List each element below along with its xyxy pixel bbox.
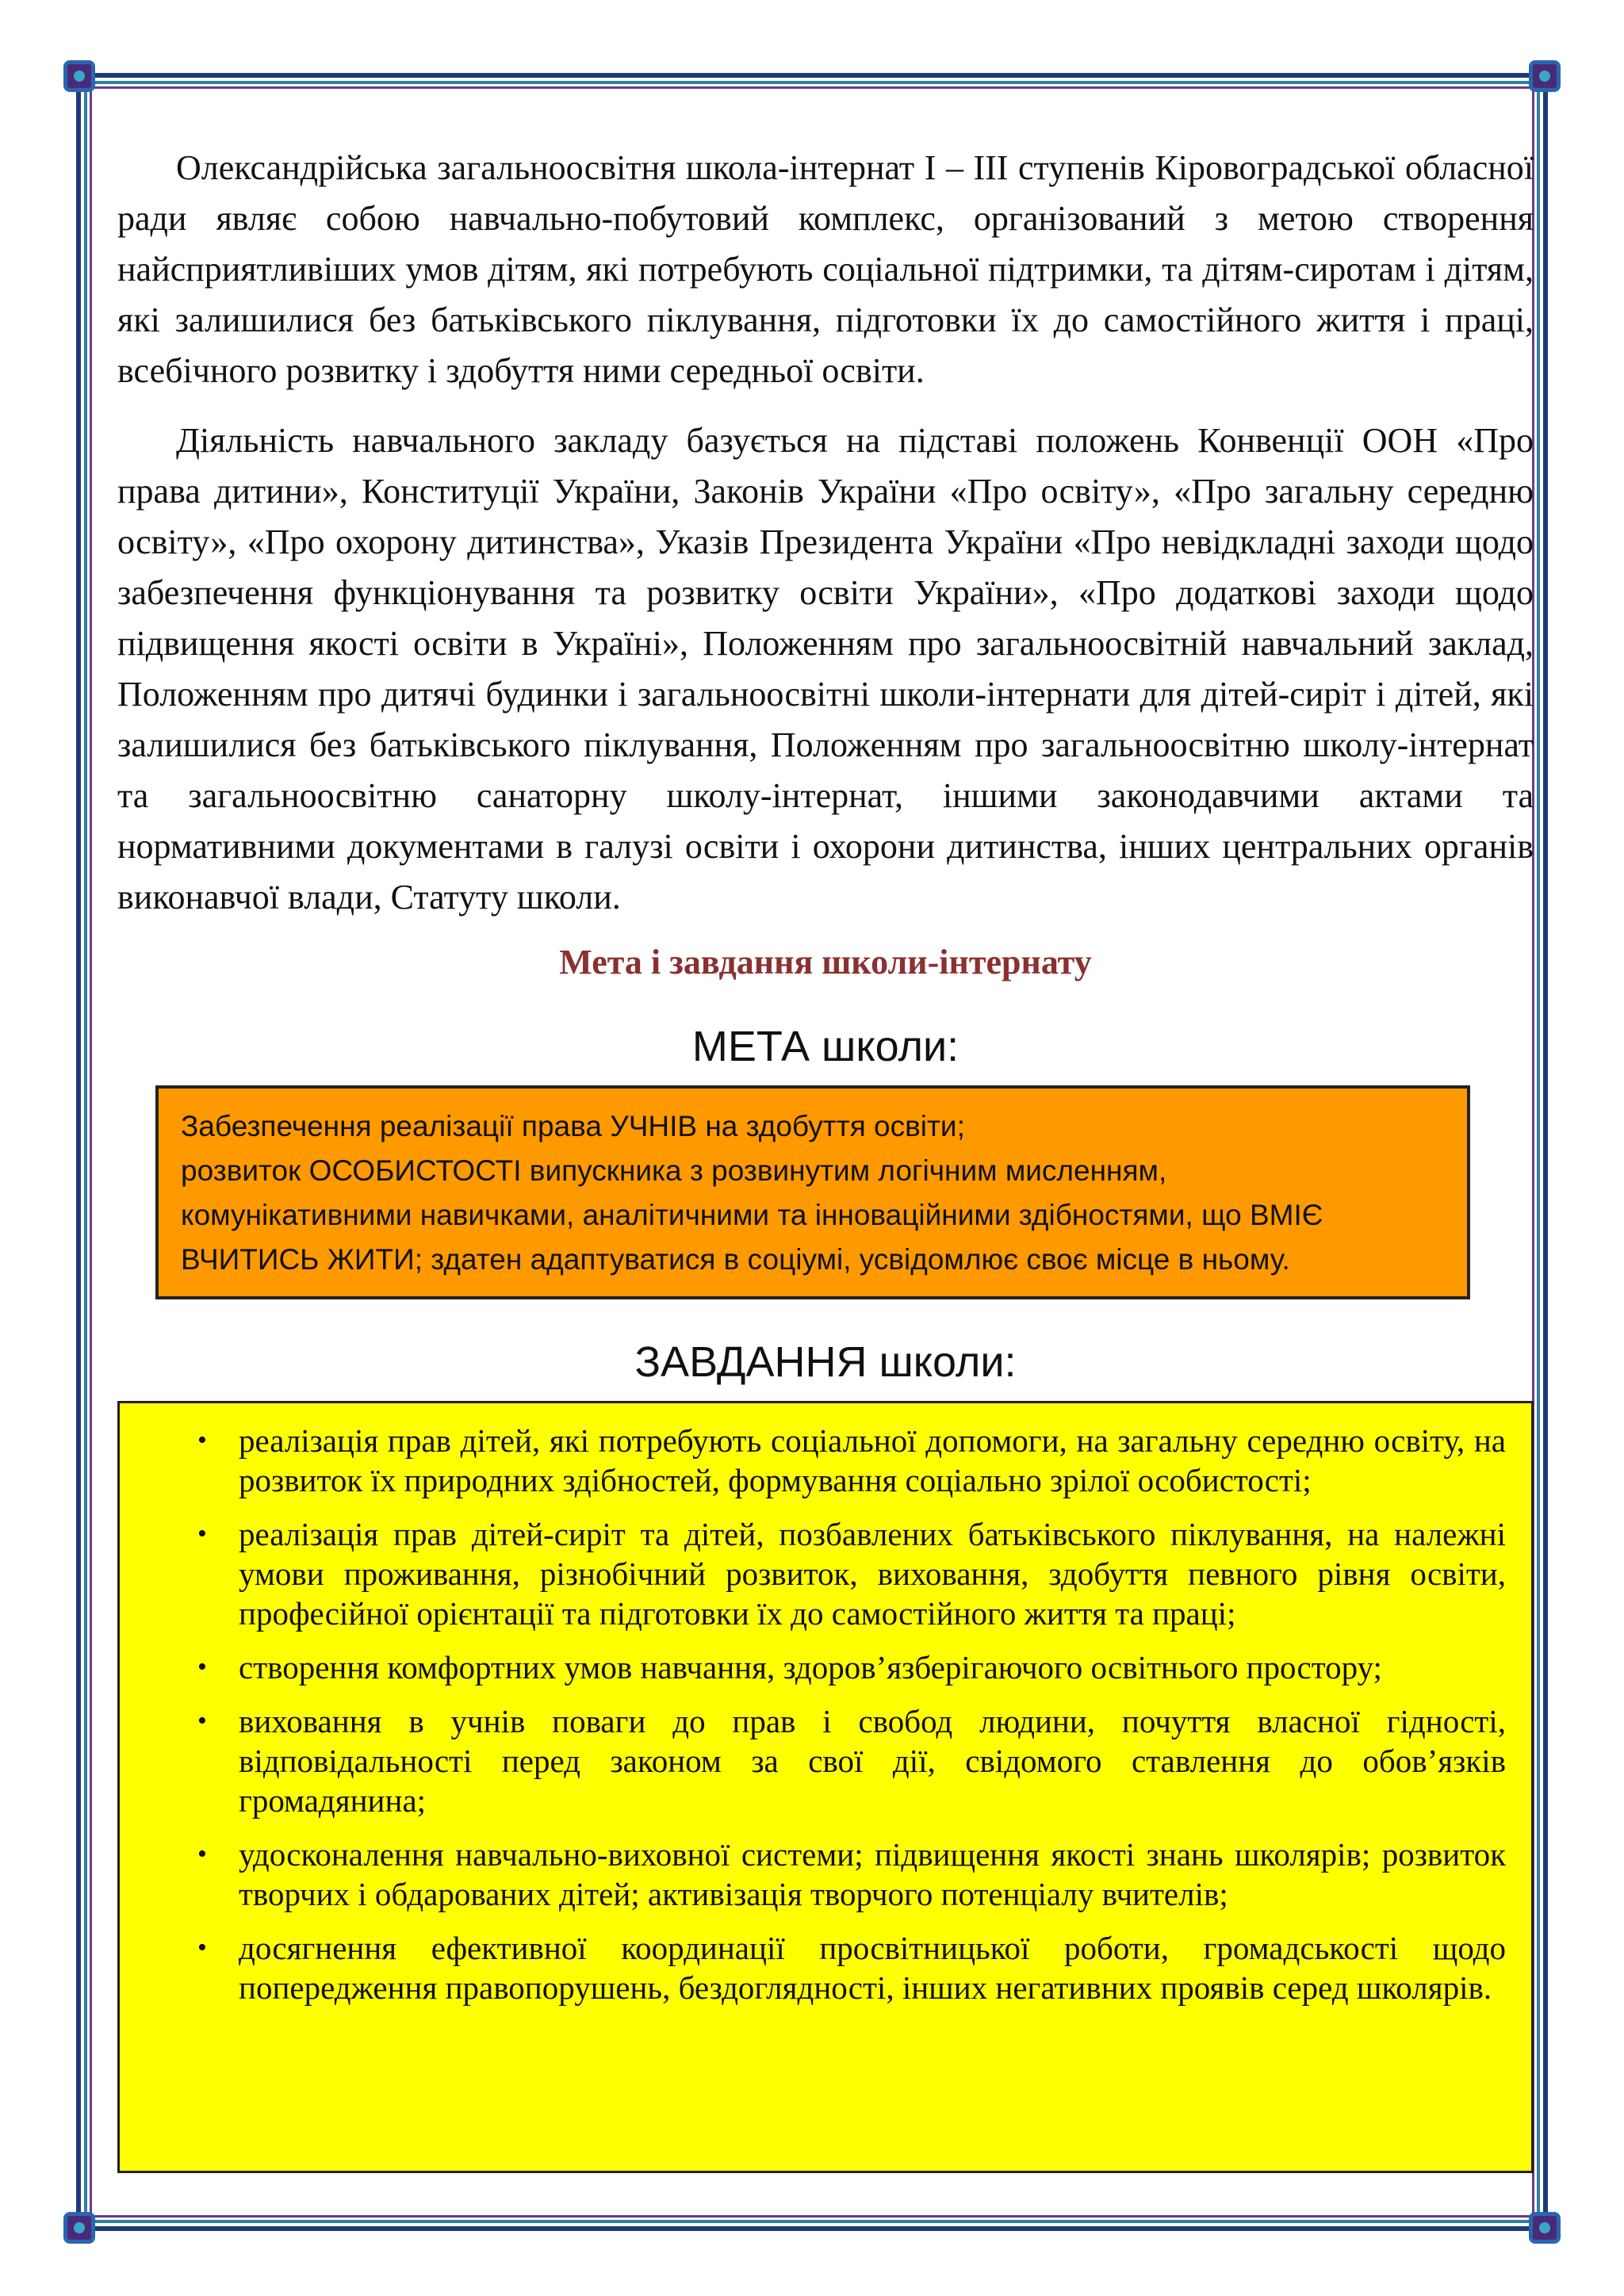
bullet-icon: • [197,1425,207,1455]
task-text: виховання в учнів поваги до прав і свобод людини, почуття власної гідності, відповідальності перед законом за свої дії, свідомого ставлення до обов’язків громадянина; [239,1703,1506,1819]
goal-line: комунікативними навичками, аналітичними та інноваційними здібностями, що ВМІЄ [181,1199,1323,1231]
goal-line: Забезпечення реалізації права УЧНІВ на здобуття освіти; [181,1110,965,1142]
bullet-icon: • [197,1933,207,1962]
task-item [144,1835,1506,1914]
tasks-box [117,1401,1534,2173]
bullet-icon: • [197,1652,207,1682]
task-item [144,1514,1506,1633]
task-item [144,1701,1506,1820]
task-text: реалізація прав дітей-сиріт та дітей, позбавлених батьківського піклування, на належні умови проживання, різнобічний розвиток, виховання, здобуття певного рівня освіти, професійної орієнтації та підготовки їх до самостійного життя та праці; [239,1516,1506,1632]
goal-line: розвиток ОСОБИСТОСТІ випускника з розвинутим логічним мисленням, [181,1154,1167,1187]
task-text: реалізація прав дітей, які потребують соціальної допомоги, на загальну середню освіту, на розвиток їх природних здібностей, формування соціально зрілої особистості; [239,1422,1506,1498]
intro-paragraph: Олександрійська загальноосвітня школа-інтернат І – ІІІ ступенів Кіровоградської обласної ради являє собою навчально-побутовий комплекс, організований з метою створення найсприятливіших умов дітям, які потребують соціальної підтримки, та дітям-сиротам і дітям, які залишилися без батьківського піклування, підготовки їх до самостійного життя і праці, всебічного розвитку і здобуття ними середньої освіти. [117,148,1534,390]
border-corner-ornament-top-right [1529,60,1561,92]
border-corner-ornament-bottom-right [1529,2212,1561,2244]
goal-line: ВЧИТИСЬ ЖИТИ; здатен адаптуватися в соціумі, усвідомлює своє місце в ньому. [181,1243,1290,1276]
tasks-list [144,1421,1506,2007]
border-corner-ornament-bottom-left [63,2212,95,2244]
goal-box [155,1085,1470,1299]
task-text: удосконалення навчально-виховної системи; підвищення якості знань школярів; розвиток творчих і обдарованих дітей; активізація творчого потенціалу вчителів; [239,1836,1506,1912]
task-text: досягнення ефективної координації просвітницької роботи, громадськості щодо попередження правопорушень, бездоглядності, інших негативних проявів серед школярів. [239,1930,1506,2006]
task-item [144,1928,1506,2007]
bullet-icon: • [197,1519,207,1548]
task-item [144,1421,1506,1500]
tasks-heading: ЗАВДАННЯ школи: [634,1338,1017,1386]
legal-basis-paragraph: Діяльність навчального закладу базується на підставі положень Конвенції ООН «Про права дитини», Конституції України, Законів України «Про освіту», «Про загальну середню освіту», «Про охорону дитинства», Указів Президента України «Про невідкладні заходи щодо забезпечення функціонування та розвитку освіти України», «Про додаткові заходи щодо підвищення якості освіти в Україні», Положенням про загальноосвітній навчальний заклад, Положенням про дитячі будинки і загальноосвітні школи-інтернати для дітей-сиріт і дітей, які залишилися без батьківського піклування, Положенням про загальноосвітню школу-інтернат та загальноосвітню санаторну школу-інтернат, іншими законодавчими актами та нормативними документами в галузі освіти і охорони дитинства, інших центральних органів виконавчої влади, Статуту школи. [117,421,1534,916]
document-page [117,143,1534,2173]
section-title: Мета і завдання школи-інтернату [559,943,1092,982]
task-item [144,1647,1506,1687]
goal-heading: МЕТА школи: [691,1023,959,1070]
bullet-icon: • [197,1706,207,1735]
border-corner-ornament-top-left [63,60,95,92]
task-text: створення комфортних умов навчання, здоров’язберігаючого освітнього простору; [239,1649,1382,1686]
bullet-icon: • [197,1839,207,1869]
